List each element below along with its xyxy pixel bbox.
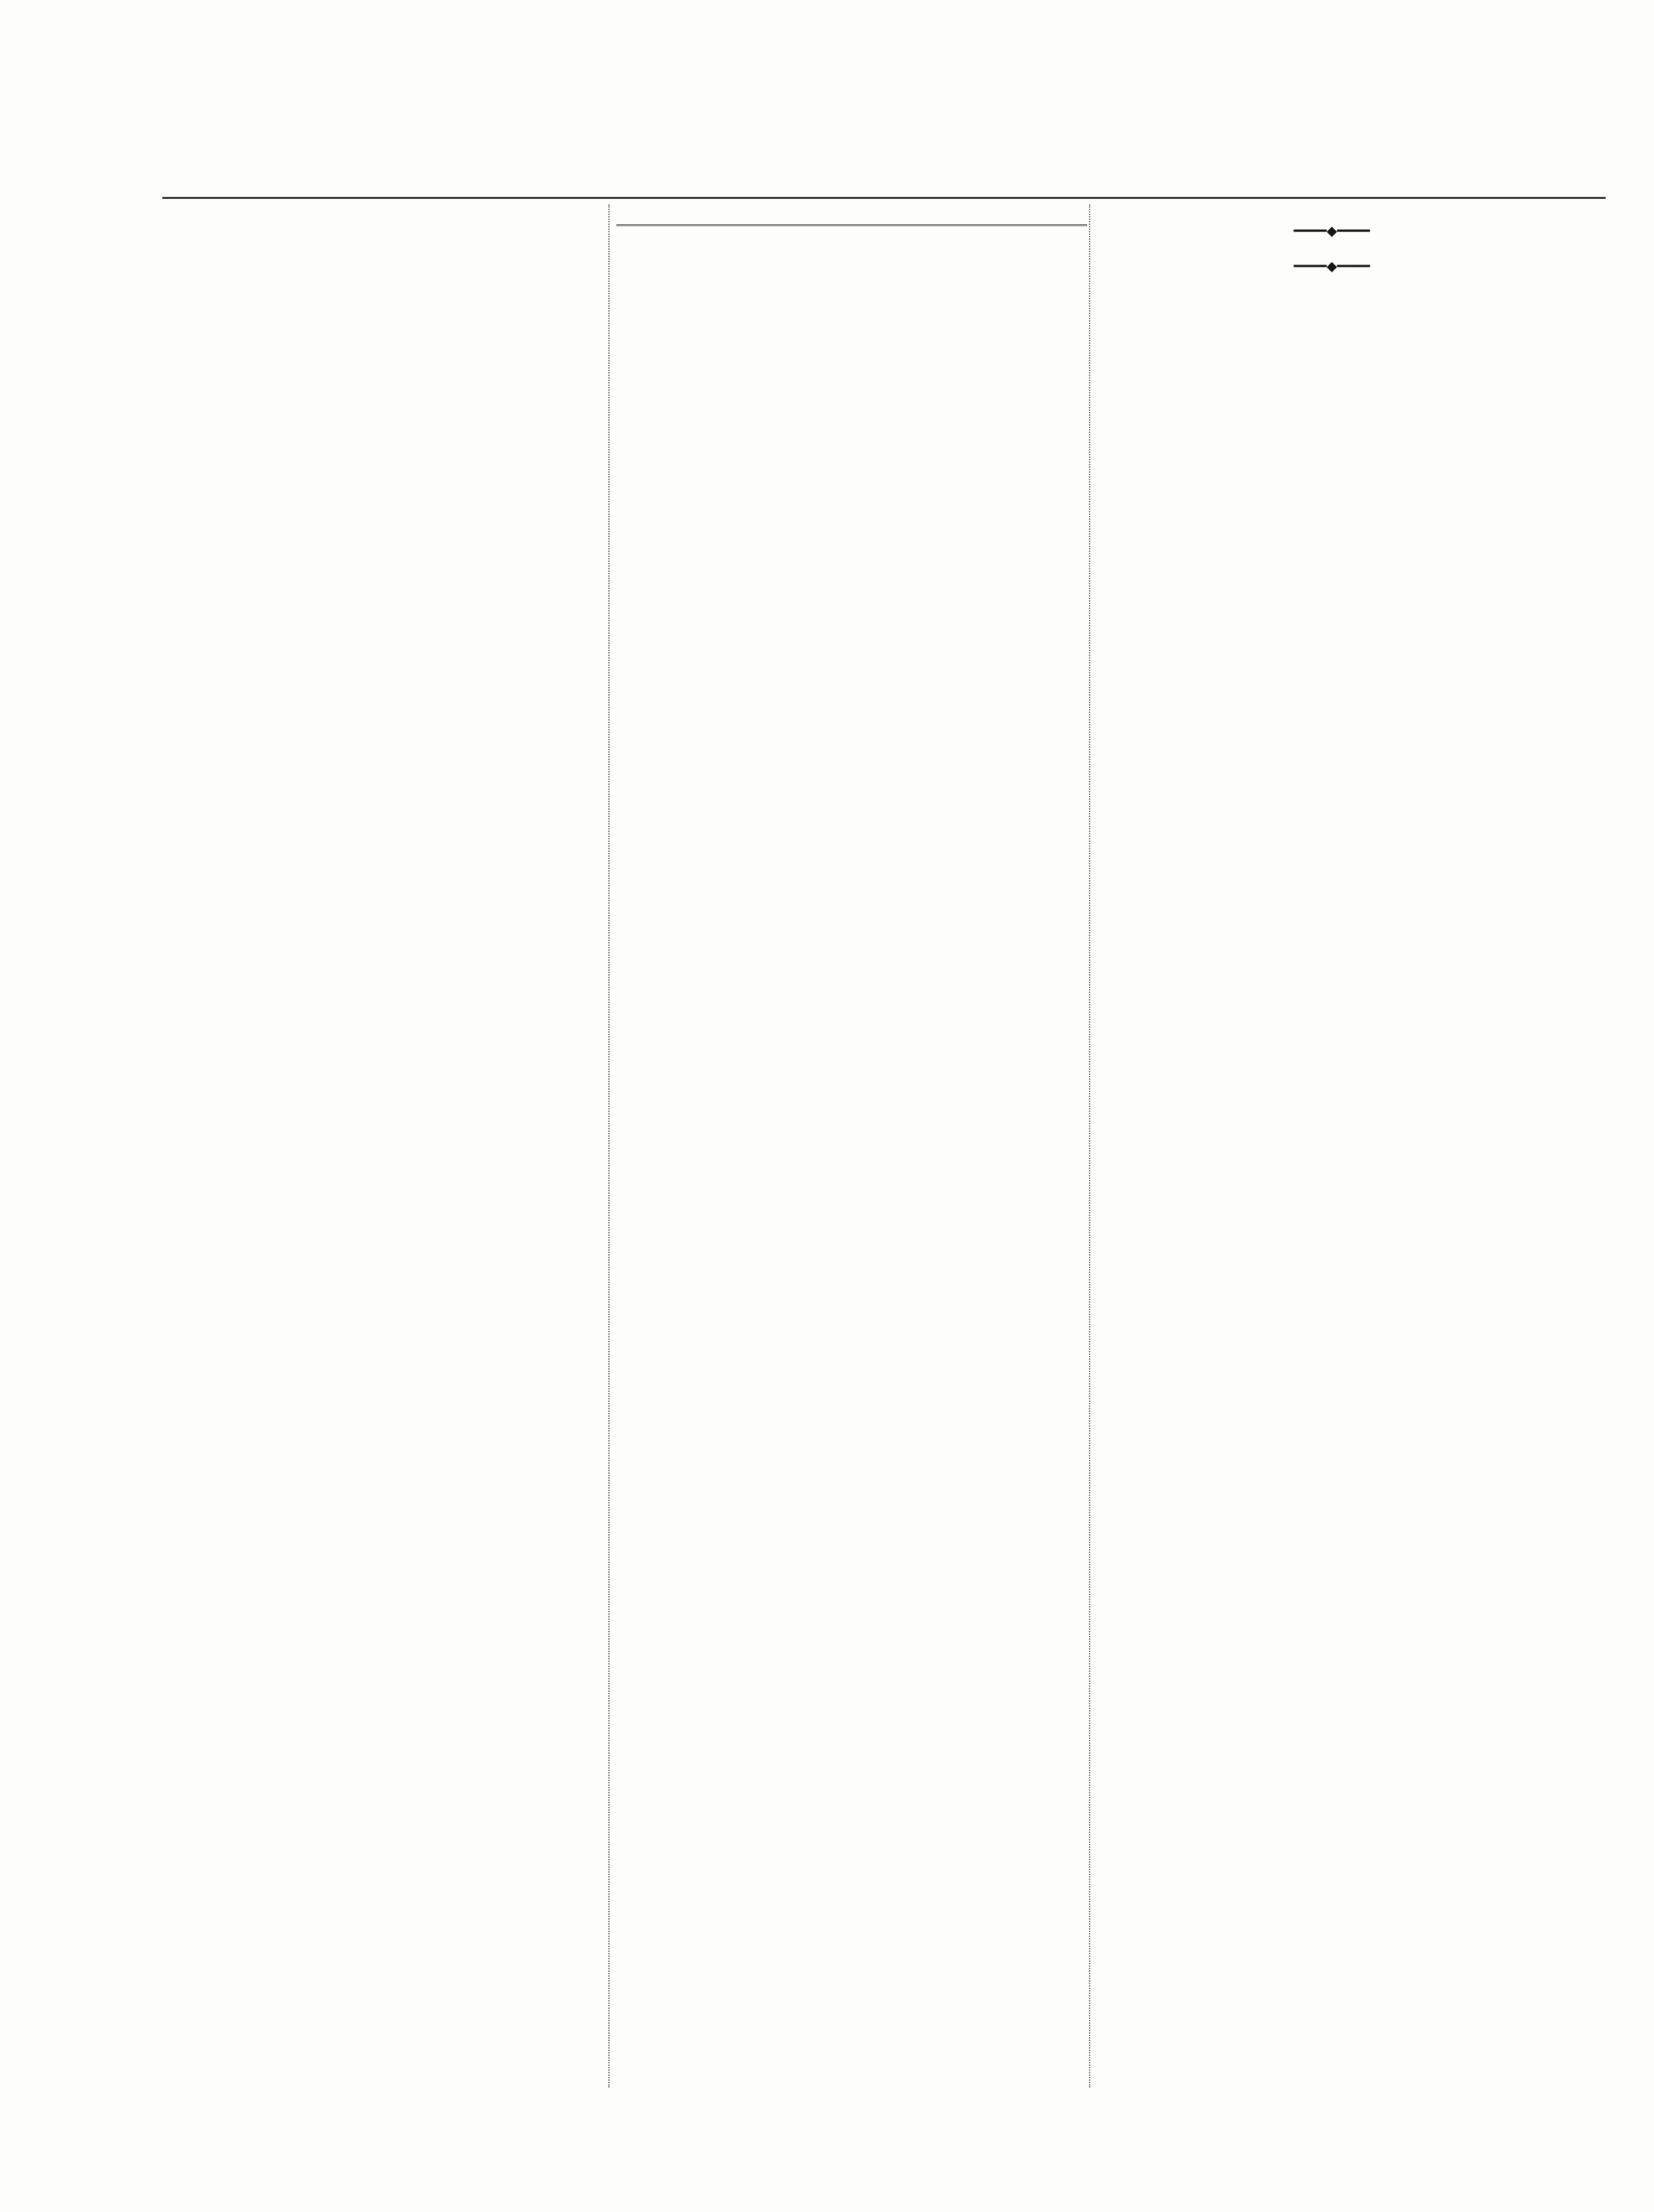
column-divider — [1089, 204, 1090, 2087]
page-header — [124, 118, 1604, 186]
ornament-divider-icon: ━━━━◆━━━━ — [1293, 258, 1370, 274]
column-2 — [616, 211, 1087, 246]
column-3 — [1093, 211, 1570, 289]
ornament-divider-icon: ━━━━◆━━━━ — [1293, 223, 1370, 238]
column-1 — [162, 211, 601, 214]
column-divider — [608, 204, 610, 2087]
department-title — [616, 224, 1087, 235]
header-rule — [162, 197, 1606, 199]
